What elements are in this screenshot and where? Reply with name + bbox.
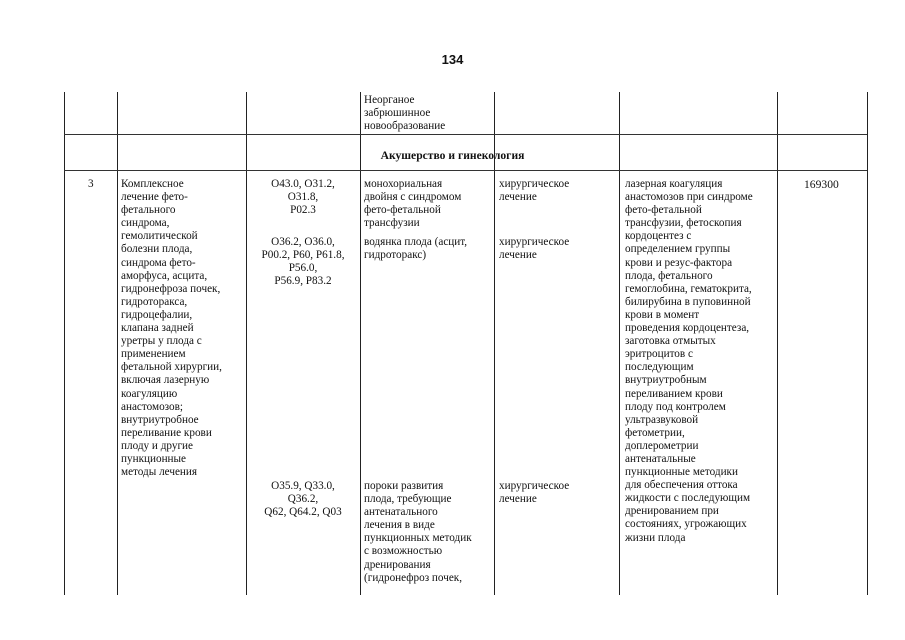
column-divider (619, 92, 620, 595)
row-number: 3 (88, 178, 94, 190)
column-divider (777, 92, 778, 595)
row-divider (64, 170, 867, 171)
column-divider (494, 92, 495, 595)
icd-codes-cell: О43.0, О31.2, О31.8, Р02.3 (271, 178, 335, 217)
cost-cell: 169300 (804, 178, 839, 191)
table-border-left (64, 92, 65, 595)
row-divider (64, 134, 867, 135)
column-divider (360, 92, 361, 595)
treatment-type-cell: хирургическое лечение (499, 480, 570, 506)
patient-model-cell: пороки развития плода, требующие антенатального лечения в виде пункционных методик с возможностью дренирования (гидронефроз почек, (364, 480, 472, 584)
treatment-type-cell: хирургическое лечение (499, 178, 570, 204)
column-divider (246, 92, 247, 595)
column-divider (117, 92, 118, 595)
icd-codes-cell: О36.2, О36.0, Р00.2, Р60, Р61.8, Р56.0, Р56.9, Р83.2 (261, 236, 345, 288)
page-number: 134 (441, 52, 464, 67)
diagnosis-cell: Неорганое забрюшинное новообразование (364, 94, 446, 133)
patient-model-cell: монохориальная двойня с синдромом фето-фетальной трансфузии (364, 178, 462, 230)
icd-codes-cell: О35.9, Q33.0, Q36.2, Q62, Q64.2, Q03 (264, 480, 342, 519)
section-title: Акушерство и гинекология (380, 149, 525, 162)
treatment-type-cell: хирургическое лечение (499, 236, 570, 262)
patient-model-cell: водянка плода (асцит, гидроторакс) (364, 236, 468, 262)
treatment-method-cell: лазерная коагуляция анастомозов при синдроме фето-фетальной трансфузии, фетоскопия кордоцентез с определением группы крови и резус-фактора плода, фетального гемоглобина, гематокрита, билирубина в пуповинной крови в момент проведения кордоцентеза, заготовка отмытых эритроцитов с последующим внутриутробным переливанием крови плоду под контролем ультразвуковой фетометрии, доплерометрии антенатальные пункционные методики для обеспечения оттока жидкости с последующим дренированием при состояниях, угрожающих жизни плода (625, 178, 753, 544)
table-border-right (867, 92, 868, 595)
method-name-cell: Комплексное лечение фето- фетального синдрома, гемолитической болезни плода, синдрома фето- аморфуса, асцита, гидронефроза почек, гидроторакса, гидроцефалии, клапана задней уретры у плода с применением фетальной хирургии, включая лазерную коагуляцию анастомозов; внутриутробное переливание крови плоду и другие пункционные методы лечения (121, 178, 222, 479)
